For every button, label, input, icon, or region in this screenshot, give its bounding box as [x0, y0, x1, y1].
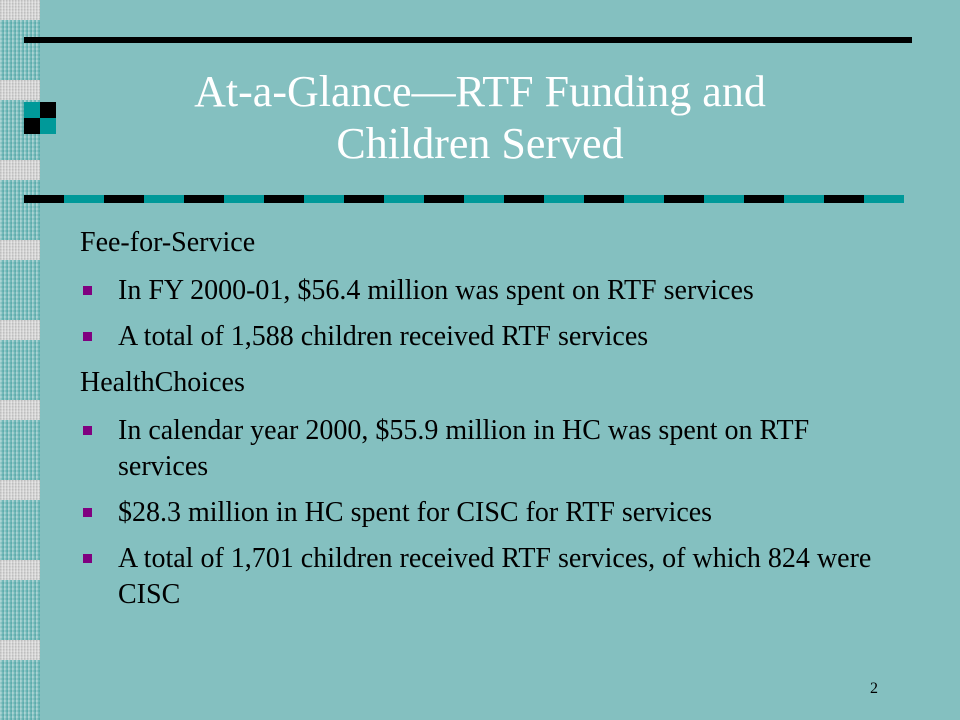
strip-block [0, 560, 40, 580]
section-heading-healthchoices: HealthChoices [80, 367, 245, 398]
strip-block [0, 480, 40, 500]
list-item [80, 273, 880, 309]
strip-block [0, 80, 40, 100]
title-line-2: Children Served [336, 119, 624, 168]
slide-title [90, 66, 870, 170]
strip-block [0, 160, 40, 180]
square-bullet-icon [83, 286, 92, 295]
square-bullet-icon [83, 426, 92, 435]
list-item [80, 413, 880, 485]
section-heading-fee-for-service: Fee-for-Service [80, 227, 256, 258]
title-divider [24, 195, 904, 203]
strip-block [0, 640, 40, 660]
checker-logo-icon [24, 102, 56, 134]
top-rule [24, 37, 912, 43]
square-bullet-icon [83, 554, 92, 563]
bullet-text: A total of 1,588 children received RTF services [118, 321, 649, 352]
slide-content [80, 225, 880, 623]
strip-block [0, 400, 40, 420]
bullet-text: In FY 2000-01, $56.4 million was spent on RTF services [118, 275, 754, 306]
list-item [80, 541, 880, 613]
list-item [80, 319, 880, 355]
strip-block [0, 0, 40, 20]
list-item [80, 495, 880, 531]
strip-block [0, 240, 40, 260]
square-bullet-icon [83, 332, 92, 341]
title-line-1: At-a-Glance—RTF Funding and [194, 67, 766, 116]
bullet-text: A total of 1,701 children received RTF services, of which 824 were CISC [118, 543, 872, 610]
strip-block [0, 320, 40, 340]
bullet-text: $28.3 million in HC spent for CISC for RTF services [118, 497, 713, 528]
bullet-text: In calendar year 2000, $55.9 million in HC was spent on RTF services [118, 415, 810, 482]
page-number: 2 [870, 680, 878, 697]
square-bullet-icon [83, 508, 92, 517]
